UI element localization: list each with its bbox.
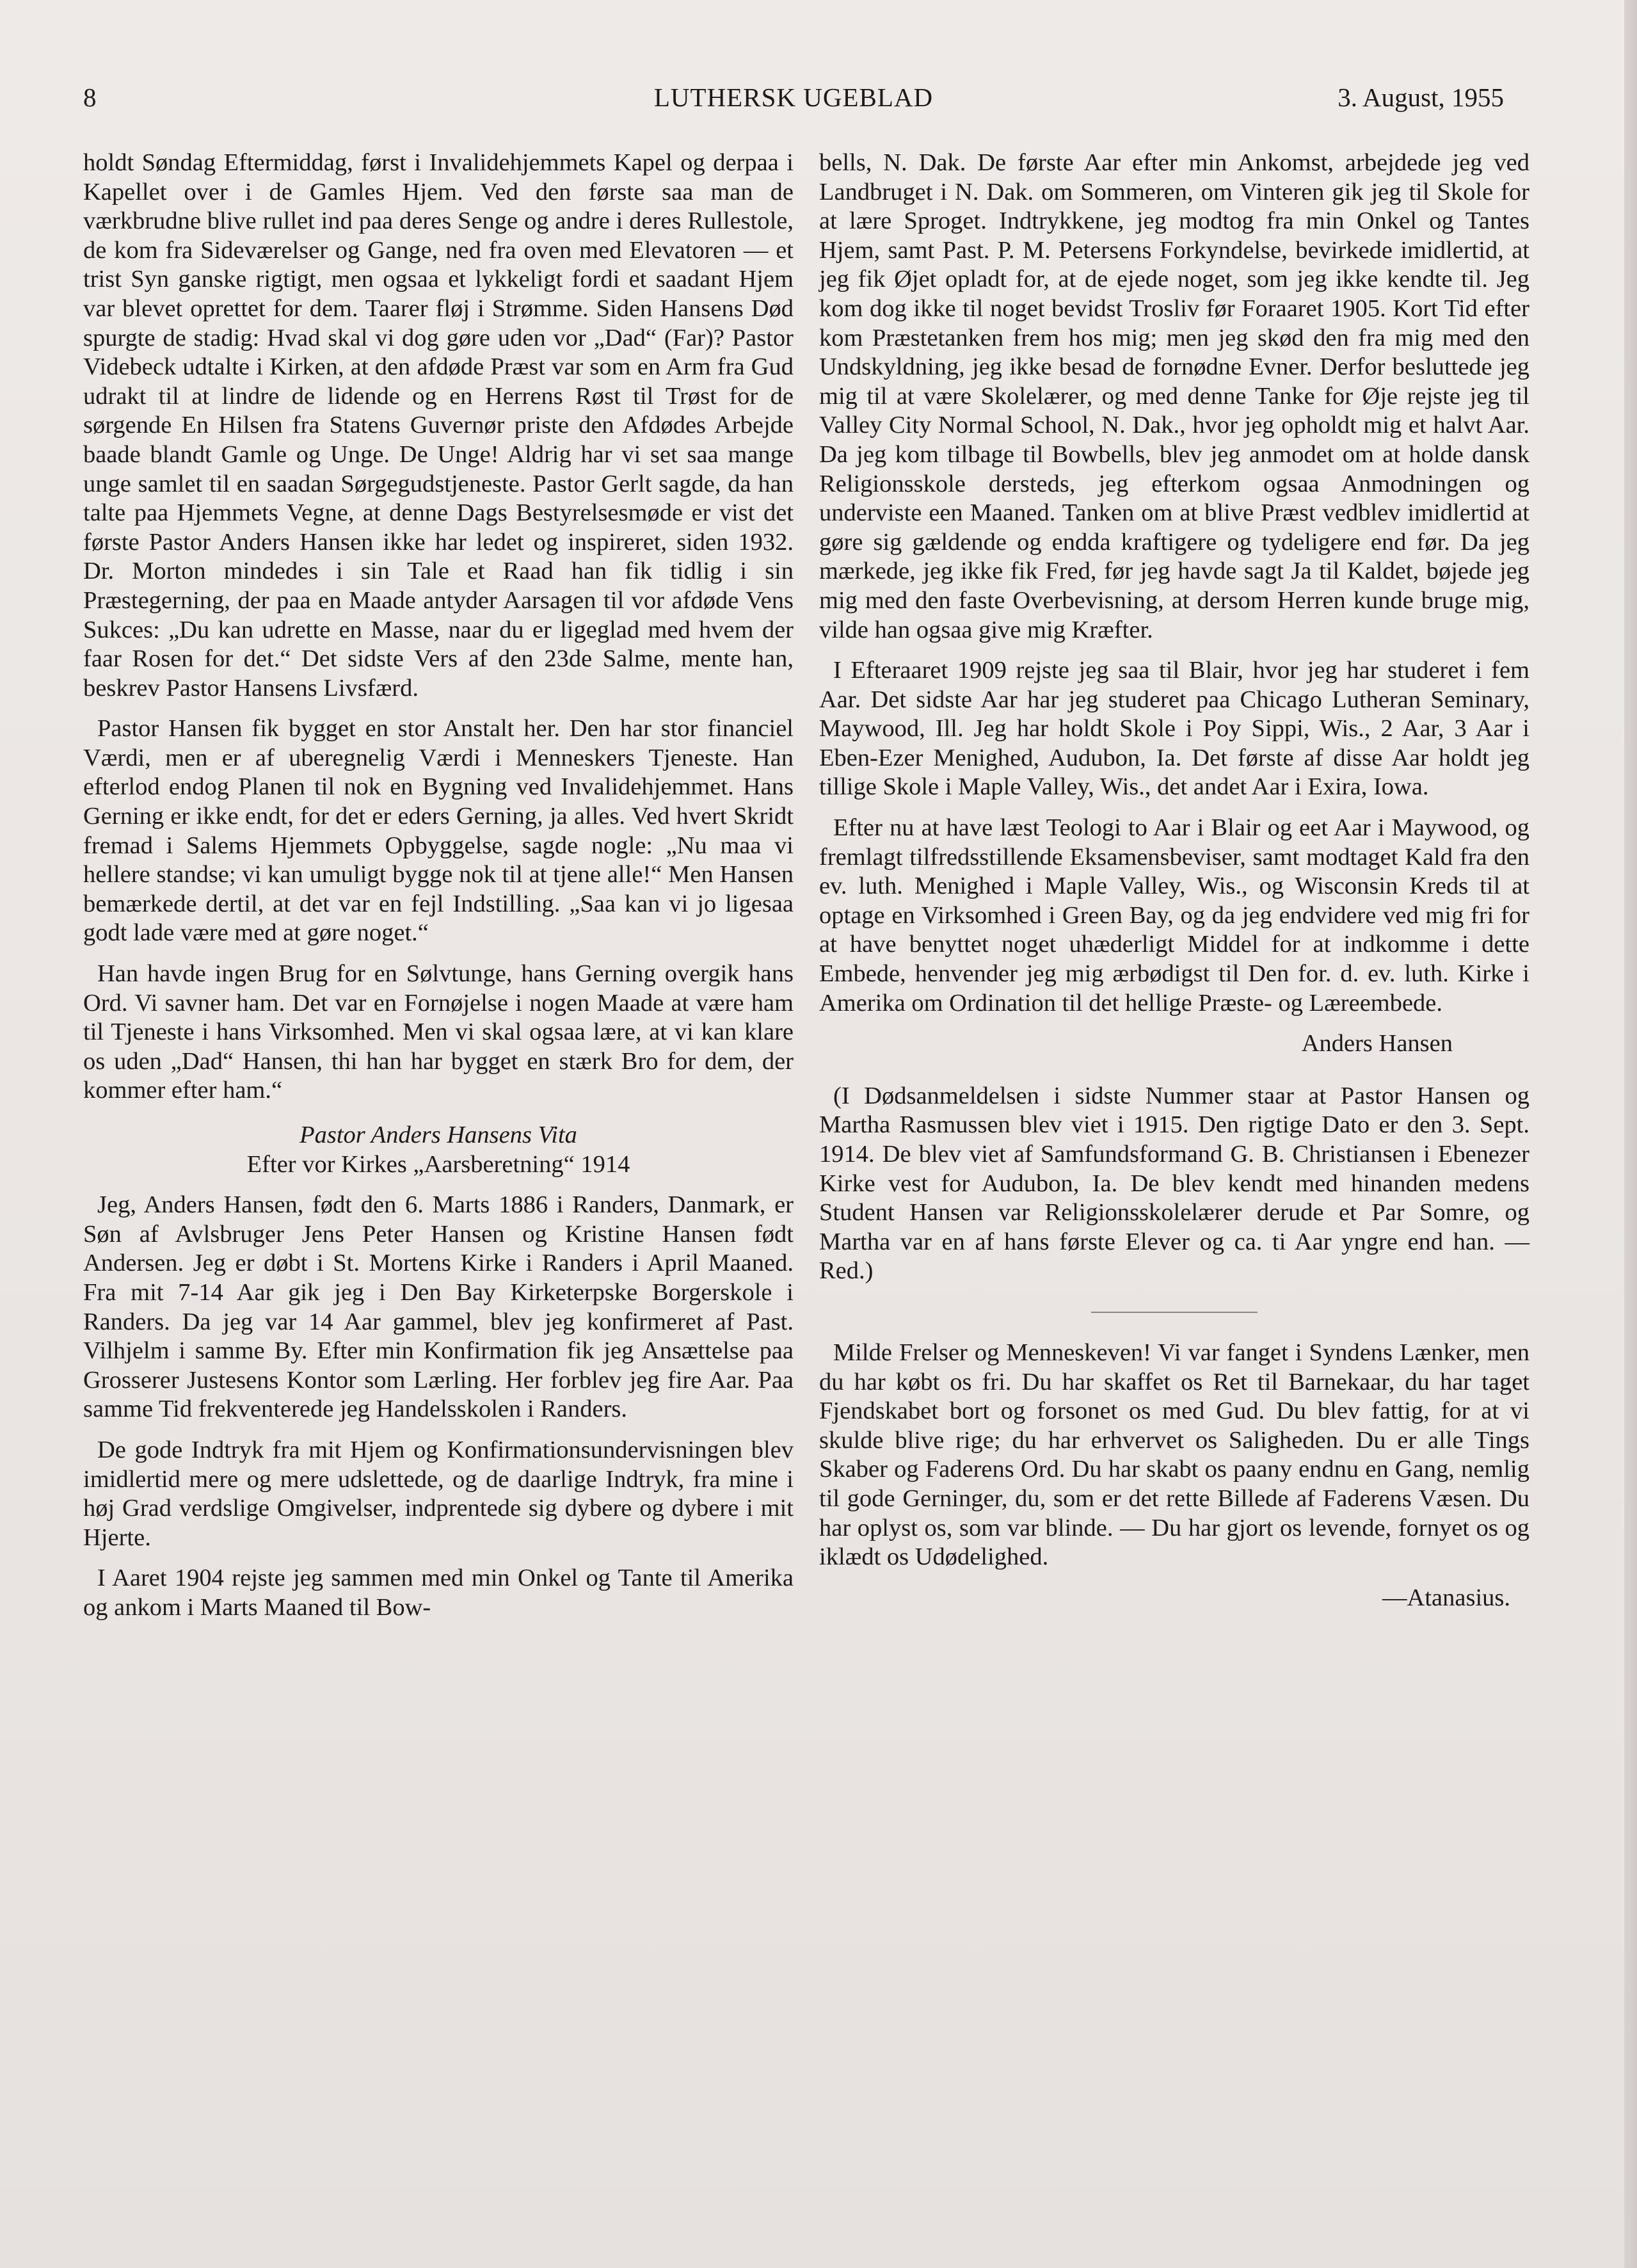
publication-title: LUTHERSK UGEBLAD: [653, 83, 934, 112]
article-paragraph: I Aaret 1904 rejste jeg sammen med min Onkel og Tante til Amerika og ankom i Marts Maaned til Bow-: [83, 1564, 794, 1621]
page-number: 8: [83, 83, 97, 112]
signature: Anders Hansen: [1301, 1030, 1453, 1058]
article-paragraph: bells, N. Dak. De første Aar efter min Ankomst, arbejdede jeg ved Landbruget i N. Dak. om Sommeren, om Vinteren gik jeg til Skole for at lære Sproget. Indtrykkene, jeg modtog fra min Onkel og Tantes Hjem, samt Past. P. M. Petersens Forkyndelse, bevirkede imidlertid, at jeg fik Øjet opladt for, at de ejede noget, som jeg ikke kendte til. Jeg kom dog ikke til noget bevidst Trosliv før Foraaret 1905. Kort Tid efter kom Præstetanken frem hos mig; men jeg skød den fra mig med den Undskyldning, jeg ikke besad de fornødne Evner. Derfor besluttede jeg mig til at være Skolelærer, og med denne Tanke for Øje rejste jeg til Valley City Normal School, N. Dak., hvor jeg opholdt mig et halvt Aar. Da jeg kom tilbage til Bowbells, blev jeg anmodet om at holde dansk Religionsskole dersteds, jeg efterkom ogsaa Anmodningen og underviste een Maaned. Tanken om at blive Præst vedblev imidlertid at gøre sig gældende og endda kraftigere og tydeligere end før. Da jeg mærkede, jeg ikke fik Fred, før jeg havde sagt Ja til Kaldet, bøjede jeg mig med den faste Overbevisning, at dersom Herren kunde bruge mig, vilde han ogsaa give mig Kræfter.: [819, 149, 1529, 643]
quote-attribution: —Atanasius.: [1382, 1584, 1510, 1611]
page-edge: [1624, 0, 1637, 2268]
issue-date: 3. August, 1955: [1338, 83, 1504, 112]
quote-paragraph: Milde Frelser og Menneskeven! Vi var fanget i Syndens Lænker, men du har købt os fri. Du har skaffet os Ret til Barnekaar, du har taget Fjendskabet bort og forsonet os med Gud. Du blev fattig, for at vi skulde blive rige; du har erhvervet os Saligheden. Du er alle Tings Skaber og Faderens Ord. Du har skabt os paany endnu en Gang, nemlig til gode Gerninger, du, som er det rette Billede af Faderens Væsen. Du har oplyst os, som var blinde. — Du har gjort os levende, fornyet os og iklædt os Udødelighed.: [819, 1339, 1529, 1571]
article-paragraph: holdt Søndag Eftermiddag, først i Invalidehjemmets Kapel og derpaa i Kapellet over i de Gamles Hjem. Ved den første saa man de værkbrudne blive rullet ind paa deres Senge og andre i deres Rullestole, de kom fra Sideværelser og Gange, ned fra oven med Elevatoren — et trist Syn ganske rigtigt, men ogsaa et lykkeligt fordi et saadant Hjem var blevet oprettet for dem. Taarer fløj i Strømme. Siden Hansens Død spurgte de stadig: Hvad skal vi dog gøre uden vor „Dad“ (Far)? Pastor Videbeck udtalte i Kirken, at den afdøde Præst var som en Arm fra Gud udrakt til at lindre de lidende og en Herrens Røst til Trøst for de sørgende En Hilsen fra Statens Guvernør priste den Afdødes Arbejde baade blandt Gamle og Unge. De Unge! Aldrig har vi set saa mange unge samlet til en saadan Sørgegudstjeneste. Pastor Gerlt sagde, da han talte paa Hjemmets Vegne, at denne Dags Bestyrelsesmøde er vist det første Pastor Anders Hansen ikke har ledet og inspireret, siden 1932. Dr. Morton mindedes i sin Tale et Raad han fik tidlig i sin Præstegerning, der paa en Maade antyder Aarsagen til vor afdøde Vens Sukces: „Du kan udrette en Masse, naar du er ligeglad med hvem der faar Rosen for det.“ Det sidste Vers af den 23de Salme, mente han, beskrev Pastor Hansens Livsfærd.: [83, 149, 794, 702]
divider: [1091, 1312, 1258, 1313]
vita-title: Pastor Anders Hansens Vita: [299, 1122, 577, 1148]
editor-note: (I Dødsanmeldelsen i sidste Nummer staar at Pastor Hansen og Martha Rasmussen blev viet i 1915. Den rigtige Dato er den 3. Sept. 1914. De blev viet af Samfundsformand G. B. Christiansen i Ebenezer Kirke vest for Audubon, Ia. De blev kendt med hinanden medens Student Hansen var Religionsskolelærer derude et Par Somre, og Martha var en af hans første Elever og ca. ti Aar yngre end han. —Red.): [819, 1082, 1529, 1285]
page-header: [83, 82, 1504, 120]
article-paragraph: De gode Indtryk fra mit Hjem og Konfirmationsundervisningen blev imidlertid mere og mere udslettede, og de daarlige Indtryk, fra mine i høj Grad verdslige Omgivelser, indprentede sig dybere og dybere i mit Hjerte.: [83, 1436, 794, 1551]
vita-subtitle: Efter vor Kirkes „Aarsberetning“ 1914: [246, 1150, 630, 1178]
right-column: [819, 149, 1529, 1624]
article-paragraph: Jeg, Anders Hansen, født den 6. Marts 1886 i Randers, Danmark, er Søn af Avlsbruger Jens Peter Hansen og Kristine Hansen født Andersen. Jeg er døbt i St. Mortens Kirke i Randers i April Maaned. Fra mit 7-14 Aar gik jeg i Den Bay Kirketerpske Borgerskole i Randers. Da jeg var 14 Aar gammel, blev jeg konfirmeret af Past. Vilhjelm i samme By. Efter min Konfirmation fik jeg Ansættelse paa Grosserer Justesens Kontor som Lærling. Her forblev jeg fire Aar. Paa samme Tid frekventerede jeg Handelsskolen i Randers.: [83, 1191, 794, 1423]
left-column: [83, 149, 794, 1634]
article-paragraph: Han havde ingen Brug for en Sølvtunge, hans Gerning overgik hans Ord. Vi savner ham. Det var en Fornøjelse i nogen Maade at være ham til Tjeneste i hans Virksomhed. Men vi skal ogsaa lære, at vi kan klare os uden „Dad“ Hansen, thi han har bygget en stærk Bro for dem, der kommer efter ham.“: [83, 960, 794, 1104]
article-paragraph: Efter nu at have læst Teologi to Aar i Blair og eet Aar i Maywood, og fremlagt tilfredsstillende Eksamensbeviser, samt modtaget Kald fra den ev. luth. Menighed i Maple Valley, Wis., og Wisconsin Kreds til at optage en Virksomhed i Green Bay, og da jeg endvidere ved mig fri for at have benyttet noget uhæderligt Middel for at indkomme i dette Embede, henvender jeg mig ærbødigst til Den for. d. ev. luth. Kirke i Amerika om Ordination til det hellige Præste- og Læreembede.: [819, 814, 1529, 1017]
article-paragraph: I Efteraaret 1909 rejste jeg saa til Blair, hvor jeg har studeret i fem Aar. Det sidste Aar har jeg studeret paa Chicago Lutheran Seminary, Maywood, Ill. Jeg har holdt Skole i Poy Sippi, Wis., 2 Aar, 3 Aar i Eben-Ezer Menighed, Audubon, Ia. Det første af disse Aar holdt jeg tillige Skole i Maple Valley, Wis., det andet Aar i Exira, Iowa.: [819, 657, 1529, 801]
article-paragraph: Pastor Hansen fik bygget en stor Anstalt her. Den har stor financiel Værdi, men er af uberegnelig Værdi i Menneskers Tjeneste. Han efterlod endog Planen til nok en Bygning ved Invalidehjemmet. Hans Gerning er ikke endt, for det er eders Gerning, ja alles. Ved hvert Skridt fremad i Salems Hjemmets Opbyggelse, sagde nogle: „Nu maa vi hellere standse; vi kan umuligt bygge nok til at tjene alle!“ Men Hansen bemærkede dertil, at det var en fejl Indstilling. „Saa kan vi jo ligesaa godt lade være med at gøre noget.“: [83, 715, 794, 947]
